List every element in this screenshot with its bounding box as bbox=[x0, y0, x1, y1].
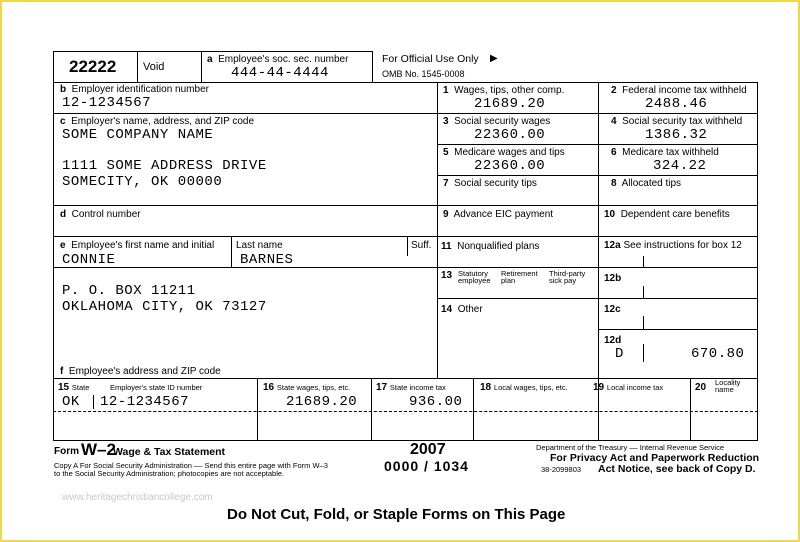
box-6-num: 6 bbox=[611, 147, 617, 158]
box-14-num: 14 bbox=[441, 304, 453, 315]
third-party-label: Third-party bbox=[549, 269, 586, 278]
box-14-label: Other bbox=[457, 304, 483, 315]
box-1-value[interactable]: 21689.20 bbox=[474, 96, 546, 112]
name-divider bbox=[231, 236, 232, 267]
box-3-value[interactable]: 22360.00 bbox=[474, 127, 546, 143]
state-divider bbox=[371, 378, 372, 441]
box-11-num: 11 bbox=[441, 241, 452, 252]
box-10-label: Dependent care benefits bbox=[620, 209, 730, 220]
box-d-letter: d bbox=[60, 209, 67, 220]
box-d-label: Control number bbox=[71, 209, 141, 220]
state-divider bbox=[473, 378, 474, 441]
box-f-letter: f bbox=[60, 366, 64, 377]
dept-treasury: Department of the Treasury –– Internal Revenue Service bbox=[536, 443, 725, 452]
copy-a-line2: to the Social Security Administration; photocopies are not acceptable. bbox=[54, 469, 285, 478]
box-15-state-label: State bbox=[71, 383, 90, 392]
divider bbox=[137, 51, 138, 83]
box-6-value[interactable]: 324.22 bbox=[653, 158, 707, 174]
employee-address-line2[interactable]: OKLAHOMA CITY, OK 73127 bbox=[62, 299, 267, 315]
box-16-value[interactable]: 21689.20 bbox=[286, 394, 358, 410]
control-code: 22222 bbox=[69, 57, 117, 76]
privacy-notice-line2: Act Notice, see back of Copy D. bbox=[598, 463, 756, 475]
employee-first-name[interactable]: CONNIE bbox=[62, 252, 116, 268]
w2-form bbox=[53, 48, 758, 441]
retirement-label: Retirement bbox=[501, 269, 538, 278]
bottom-notice: Do Not Cut, Fold, or Staple Forms on This Page bbox=[227, 506, 566, 523]
employer-address-line2[interactable]: SOMECITY, OK 00000 bbox=[62, 174, 223, 190]
suffix-label: Suff. bbox=[411, 240, 432, 251]
statutory-label: Statutory bbox=[458, 269, 489, 278]
box-12d-num: 12d bbox=[604, 335, 622, 346]
privacy-notice-line1: For Privacy Act and Paperwork Reduction bbox=[550, 452, 760, 464]
employer-address-line1[interactable]: 1111 SOME ADDRESS DRIVE bbox=[62, 158, 267, 174]
box-17-label: State income tax bbox=[389, 383, 446, 392]
last-name-label: Last name bbox=[236, 240, 283, 251]
box-a-letter: a bbox=[207, 54, 213, 65]
retirement-plan-label: plan bbox=[501, 276, 516, 285]
box-11-label: Nonqualified plans bbox=[457, 241, 540, 252]
box-17-num: 17 bbox=[376, 382, 388, 393]
row-line bbox=[53, 205, 437, 206]
watermark: www.heritagechristiancollege.com bbox=[62, 492, 213, 503]
row-line bbox=[437, 113, 758, 114]
row-line bbox=[53, 236, 437, 237]
suffix-divider bbox=[407, 236, 408, 256]
box-12d-value[interactable]: 670.80 bbox=[691, 346, 745, 362]
statutory-employee-label: employee bbox=[458, 276, 491, 285]
box-20-label-line2: name bbox=[715, 385, 734, 394]
box-6-label: Medicare tax withheld bbox=[622, 147, 719, 158]
arrow-right-icon: ▶ bbox=[490, 53, 498, 64]
state-code-divider bbox=[93, 395, 94, 409]
row-line bbox=[437, 205, 758, 206]
official-use-label: For Official Use Only bbox=[382, 53, 479, 65]
box-5-value[interactable]: 22360.00 bbox=[474, 158, 546, 174]
state-divider bbox=[257, 378, 258, 441]
employee-address-line1[interactable]: P. O. BOX 11211 bbox=[62, 283, 196, 299]
box-1-label: Wages, tips, other comp. bbox=[454, 85, 565, 96]
box-12a-label: See instructions for box 12 bbox=[623, 240, 742, 251]
employee-last-name[interactable]: BARNES bbox=[240, 252, 294, 268]
box-3-label: Social security wages bbox=[454, 116, 551, 127]
box-9-num: 9 bbox=[443, 209, 449, 220]
box-2-num: 2 bbox=[611, 85, 617, 96]
row-line bbox=[437, 298, 758, 299]
box-2-label: Federal income tax withheld bbox=[622, 85, 747, 96]
state-id[interactable]: 12-1234567 bbox=[100, 394, 190, 410]
box-13-num: 13 bbox=[441, 270, 453, 281]
box-16-label: State wages, tips, etc. bbox=[276, 383, 351, 392]
box-5-num: 5 bbox=[443, 147, 449, 158]
code-divider bbox=[643, 256, 644, 267]
box-8-num: 8 bbox=[611, 178, 617, 189]
box-15-num: 15 bbox=[58, 382, 70, 393]
form-title: Wage & Tax Statement bbox=[113, 446, 226, 458]
box-2-value[interactable]: 2488.46 bbox=[645, 96, 708, 112]
ssn-value[interactable]: 444-44-4444 bbox=[231, 65, 329, 81]
box-16-num: 16 bbox=[263, 382, 275, 393]
omb-number: OMB No. 1545-0008 bbox=[382, 69, 465, 79]
box-4-label: Social security tax withheld bbox=[622, 116, 743, 127]
state-row-dashed-line bbox=[53, 411, 758, 412]
box-7-num: 7 bbox=[443, 178, 449, 189]
box-c-letter: c bbox=[60, 116, 66, 127]
box-4-num: 4 bbox=[611, 116, 617, 127]
box-e-letter: e bbox=[60, 240, 66, 251]
box-8-label: Allocated tips bbox=[621, 178, 682, 189]
tax-year: 2007 bbox=[410, 441, 446, 458]
code-divider bbox=[643, 316, 644, 329]
box-17-value[interactable]: 936.00 bbox=[409, 394, 463, 410]
code-divider bbox=[643, 344, 644, 362]
form-number: 0000 / 1034 bbox=[384, 458, 469, 474]
box-c-label: Employer's name, address, and ZIP code bbox=[71, 116, 255, 127]
row-line bbox=[598, 329, 758, 330]
box-12d-code[interactable]: D bbox=[615, 346, 624, 362]
state-code[interactable]: OK bbox=[62, 394, 80, 410]
box-e-label: Employee's first name and initial bbox=[71, 240, 215, 251]
box-b-label: Employer identification number bbox=[71, 84, 209, 95]
box-19-num: 19 bbox=[593, 382, 605, 393]
box-18-label: Local wages, tips, etc. bbox=[493, 383, 568, 392]
catalog-number: 38-2099803 bbox=[541, 465, 582, 474]
col-divider bbox=[437, 82, 438, 378]
box-18-num: 18 bbox=[480, 382, 492, 393]
box-19-label: Local income tax bbox=[606, 383, 664, 392]
box-b-letter: b bbox=[60, 84, 67, 95]
row-line bbox=[53, 378, 758, 379]
box-12c-num: 12c bbox=[604, 304, 621, 315]
row-line bbox=[437, 236, 758, 237]
box-7-label: Social security tips bbox=[454, 178, 537, 189]
box-20-label-line1: Locality bbox=[715, 378, 741, 387]
box-9-label: Advance EIC payment bbox=[453, 209, 554, 220]
employer-name[interactable]: SOME COMPANY NAME bbox=[62, 127, 214, 143]
box-15-id-label: Employer's state ID number bbox=[110, 383, 203, 392]
row-line bbox=[437, 175, 758, 176]
divider bbox=[201, 51, 202, 83]
void-label: Void bbox=[143, 61, 165, 73]
box-f-label: Employee's address and ZIP code bbox=[68, 366, 221, 377]
box-3-num: 3 bbox=[443, 116, 449, 127]
box-a-label: Employee's soc. sec. number bbox=[218, 54, 349, 65]
form-code: W–2 bbox=[81, 440, 116, 459]
sick-pay-label: sick pay bbox=[549, 276, 577, 285]
row-line bbox=[437, 144, 758, 145]
row-line bbox=[437, 267, 758, 268]
form-word: Form bbox=[54, 446, 79, 457]
code-divider bbox=[643, 286, 644, 298]
box-12b-num: 12b bbox=[604, 273, 622, 284]
box-1-num: 1 bbox=[443, 85, 449, 96]
state-divider bbox=[690, 378, 691, 441]
ein-value[interactable]: 12-1234567 bbox=[62, 95, 152, 111]
box-5-label: Medicare wages and tips bbox=[454, 147, 565, 158]
box-4-value[interactable]: 1386.32 bbox=[645, 127, 708, 143]
row-line bbox=[53, 113, 437, 114]
box-20-num: 20 bbox=[695, 382, 707, 393]
copy-a-line1: Copy A For Social Security Administration –– Send this entire page with Form W–3 bbox=[54, 461, 328, 470]
box-12a-num: 12a bbox=[604, 240, 621, 251]
box-10-num: 10 bbox=[604, 209, 616, 220]
